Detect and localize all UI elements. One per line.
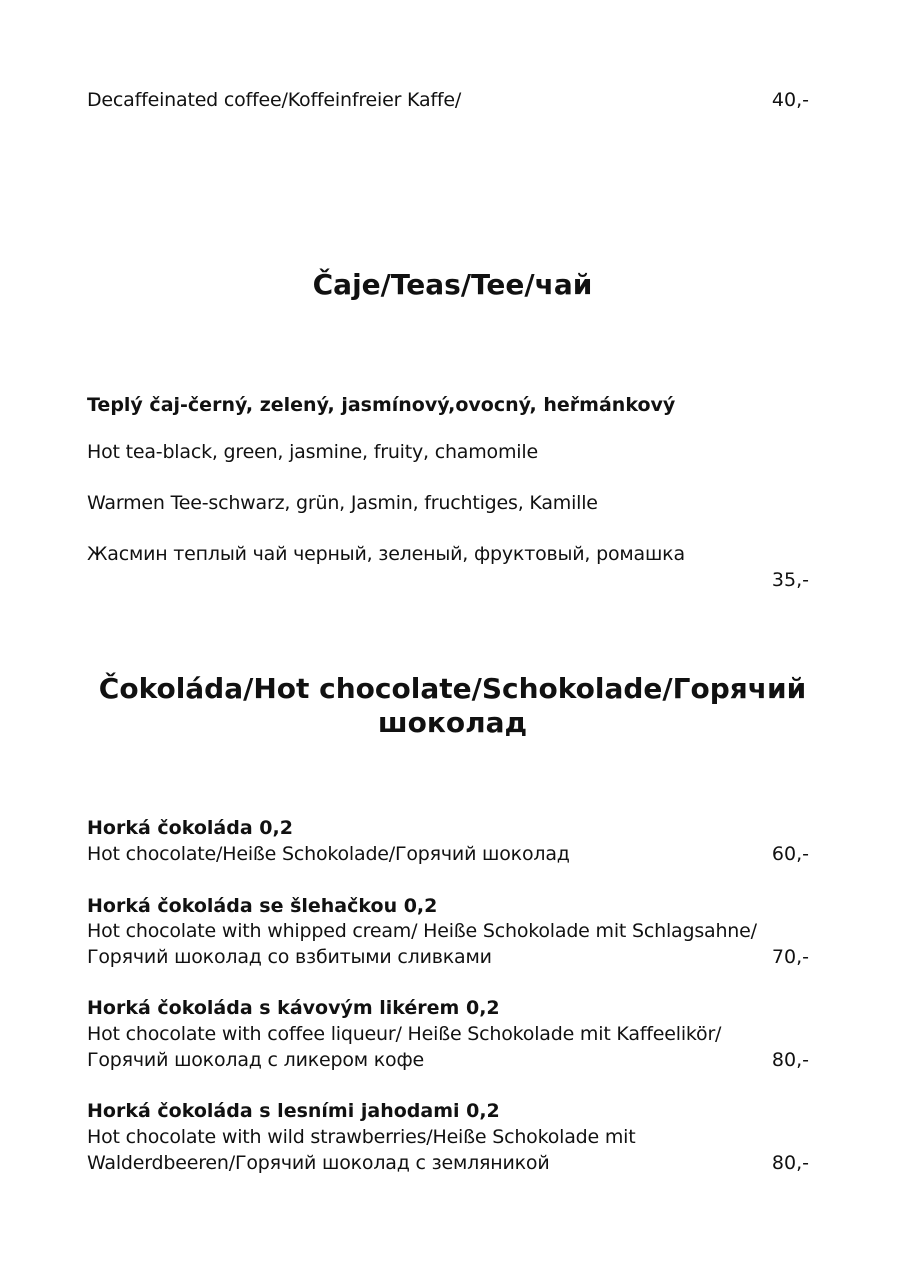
decaf-item-price: 40,- [771, 89, 809, 111]
chocolate-item-price: 80,- [771, 1049, 809, 1071]
tea-item-line-en: Hot tea-black, green, jasmine, fruity, chamomile [87, 441, 538, 463]
chocolate-section-heading-line1: Čokoláda/Hot chocolate/Schokolade/Горячий [98, 672, 807, 705]
chocolate-section-heading-line2: шоколад [377, 706, 528, 739]
chocolate-item-price: 70,- [771, 946, 809, 968]
chocolate-item-desc: Горячий шоколад со взбитыми сливками [87, 946, 492, 968]
chocolate-item-title: Horká čokoláda 0,2 [87, 817, 293, 839]
tea-item-title: Teplý čaj-černý, zelený, jasmínový,ovocný, heřmánkový [87, 394, 676, 416]
chocolate-item-desc: Walderdbeeren/Горячий шоколад с земляникой [87, 1152, 550, 1174]
chocolate-item-price: 60,- [771, 843, 809, 865]
chocolate-item-desc: Hot chocolate with coffee liqueur/ Heiße Schokolade mit Kaffeelikör/ [87, 1023, 722, 1045]
tea-section-heading: Čaje/Teas/Tee/чай [312, 268, 593, 301]
chocolate-item-title: Horká čokoláda s lesními jahodami 0,2 [87, 1100, 500, 1122]
chocolate-item-price: 80,- [771, 1152, 809, 1174]
chocolate-item-desc: Hot chocolate/Heiße Schokolade/Горячий шоколад [87, 843, 570, 865]
chocolate-item-desc: Hot chocolate with whipped cream/ Heiße Schokolade mit Schlagsahne/ [87, 920, 757, 942]
chocolate-item-title: Horká čokoláda s kávovým likérem 0,2 [87, 997, 500, 1019]
tea-item-price: 35,- [771, 569, 809, 591]
chocolate-item-desc: Горячий шоколад с ликером кофе [87, 1049, 424, 1071]
tea-item-line-de: Warmen Tee-schwarz, grün, Jasmin, fruchtiges, Kamille [87, 492, 598, 514]
chocolate-item-desc: Hot chocolate with wild strawberries/Heiße Schokolade mit [87, 1126, 636, 1148]
decaf-item-name: Decaffeinated coffee/Koffeinfreier Kaffe/ [87, 89, 462, 111]
tea-item-line-ru: Жасмин теплый чай черный, зеленый, фруктовый, ромашка [87, 543, 685, 565]
chocolate-item-title: Horká čokoláda se šlehačkou 0,2 [87, 895, 438, 917]
